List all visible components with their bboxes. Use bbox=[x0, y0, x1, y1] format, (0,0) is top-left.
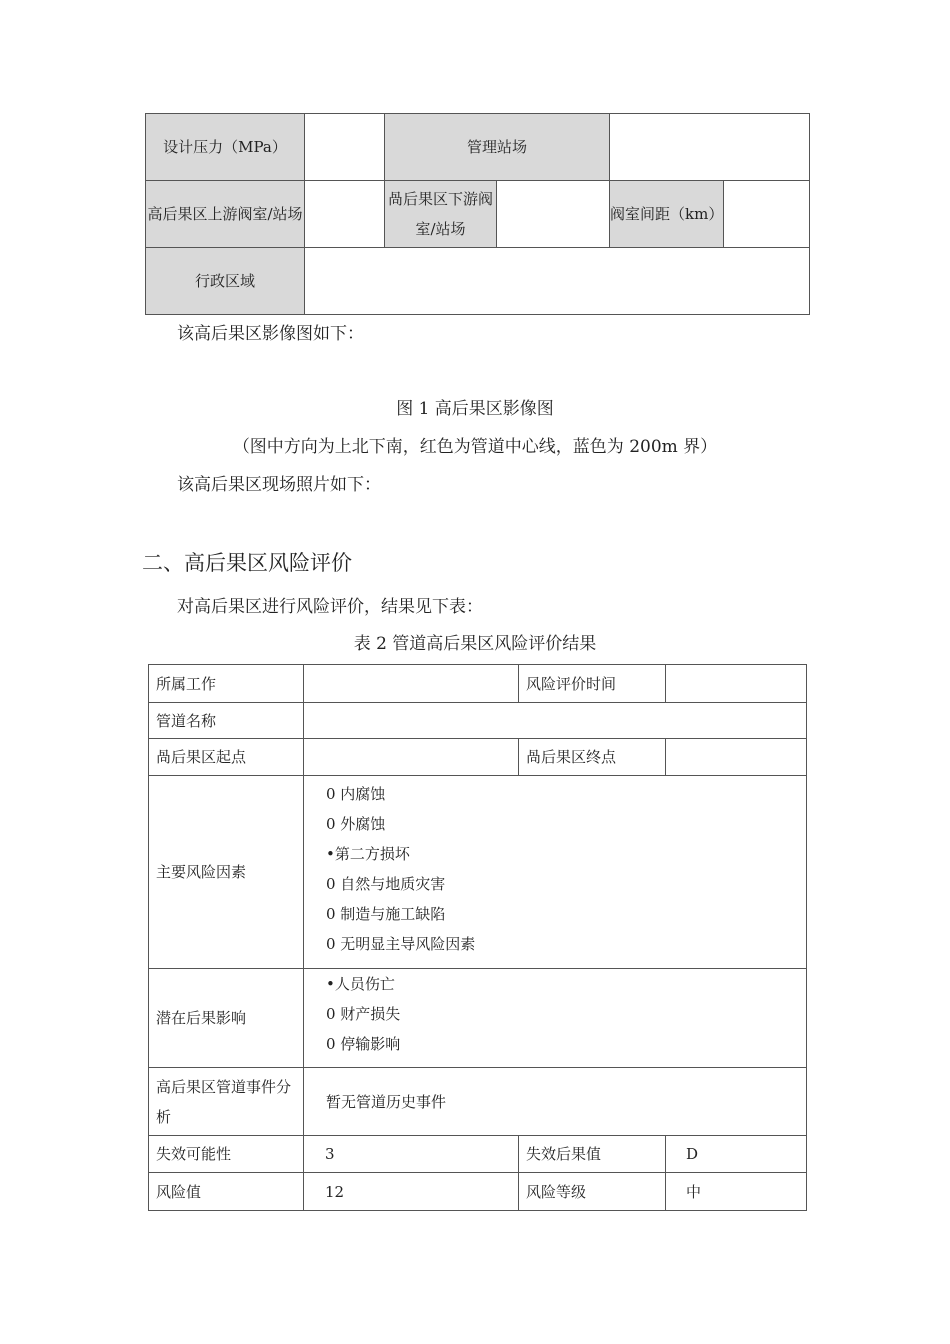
image-intro-text: 该高后果区影像图如下： bbox=[177, 324, 364, 344]
figure-caption: 图 1 高后果区影像图 bbox=[396, 399, 554, 419]
upstream-valve-value[interactable] bbox=[305, 181, 385, 248]
failure-likelihood-value: 3 bbox=[304, 1136, 519, 1173]
table-caption: 表 2 管道高后果区风险评价结果 bbox=[353, 634, 597, 654]
managing-station-label: 管理站场 bbox=[385, 114, 610, 181]
eval-time-label: 风险评价时间 bbox=[519, 665, 666, 703]
eval-time-value[interactable] bbox=[666, 665, 807, 703]
photo-intro-text: 该高后果区现场照片如下： bbox=[177, 475, 381, 495]
downstream-valve-label: 咼后果区下游阀室/站场 bbox=[385, 181, 497, 248]
downstream-valve-value[interactable] bbox=[497, 181, 610, 248]
risk-level-value: 中 bbox=[666, 1173, 807, 1211]
design-pressure-label: 设计压力（MPa） bbox=[146, 114, 305, 181]
start-point-label: 咼后果区起点 bbox=[149, 739, 304, 776]
design-pressure-value[interactable] bbox=[305, 114, 385, 181]
admin-region-value[interactable] bbox=[305, 248, 810, 315]
incident-label: 高后果区管道事件分析 bbox=[149, 1068, 304, 1136]
incident-value: 暂无管道历史事件 bbox=[304, 1068, 807, 1136]
risk-value-label: 风险值 bbox=[149, 1173, 304, 1211]
valve-distance-value[interactable] bbox=[724, 181, 810, 248]
station-info-table bbox=[145, 113, 810, 315]
figure-note: （图中方向为上北下南，红色为管道中心线，蓝色为 200m 界） bbox=[232, 437, 718, 457]
section-heading: 二、高后果区风险评价 bbox=[142, 551, 352, 575]
failure-consequence-label: 失效后果值 bbox=[519, 1136, 666, 1173]
risk-evaluation-table bbox=[148, 664, 807, 1211]
risk-factor-option[interactable]: 0 制造与施工缺陷 bbox=[326, 905, 446, 923]
consequences-label: 潜在后果影响 bbox=[149, 969, 304, 1068]
risk-factor-option[interactable]: •第二方损坏 bbox=[326, 845, 410, 863]
pipeline-name-label: 管道名称 bbox=[149, 703, 304, 739]
consequences-list bbox=[304, 969, 807, 1068]
section-intro-text: 对高后果区进行风险评价，结果见下表： bbox=[177, 597, 483, 617]
risk-factor-option[interactable]: 0 自然与地质灾害 bbox=[326, 875, 446, 893]
failure-likelihood-label: 失效可能性 bbox=[149, 1136, 304, 1173]
start-point-value[interactable] bbox=[304, 739, 519, 776]
end-point-value[interactable] bbox=[666, 739, 807, 776]
work-label: 所属工作 bbox=[149, 665, 304, 703]
managing-station-value[interactable] bbox=[610, 114, 810, 181]
risk-value-value: 12 bbox=[304, 1173, 519, 1211]
failure-consequence-value: D bbox=[666, 1136, 807, 1173]
risk-factor-option[interactable]: 0 外腐蚀 bbox=[326, 815, 386, 833]
admin-region-label: 行政区域 bbox=[146, 248, 305, 315]
consequence-option[interactable]: •人员伤亡 bbox=[326, 975, 395, 993]
risk-factor-option[interactable]: 0 内腐蚀 bbox=[326, 785, 386, 803]
consequence-option[interactable]: 0 停输影响 bbox=[326, 1035, 401, 1053]
risk-level-label: 风险等级 bbox=[519, 1173, 666, 1211]
end-point-label: 咼后果区终点 bbox=[519, 739, 666, 776]
risk-factors-label: 主要风险因素 bbox=[149, 776, 304, 969]
work-value[interactable] bbox=[304, 665, 519, 703]
risk-factor-option[interactable]: 0 无明显主导风险因素 bbox=[326, 935, 476, 953]
upstream-valve-label: 高后果区上游阀室/站场 bbox=[146, 181, 305, 248]
risk-factors-list bbox=[304, 776, 807, 969]
consequence-option[interactable]: 0 财产损失 bbox=[326, 1005, 401, 1023]
pipeline-name-value[interactable] bbox=[304, 703, 807, 739]
valve-distance-label: 阀室间距（km） bbox=[610, 181, 724, 248]
